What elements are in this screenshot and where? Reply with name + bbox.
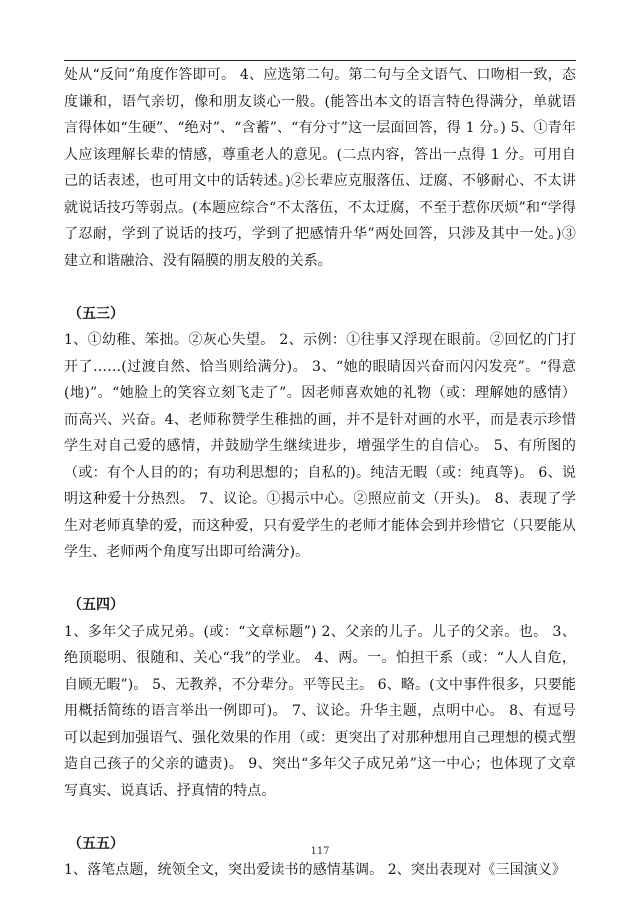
section-spacer [64,274,576,301]
answer-paragraph-54: 1、多年父子成兄弟。(或：“文章标题”) 2、父亲的儿子。儿子的父亲。也。 3、绝顶聪明、很随和、关心“我”的学业。 4、两。一。怕担干系（或：“人人自危，自顾无暇”)。 5、无教养，不分辈分。平等民主。 6、略。(文中事件很多，只要能用概括简练的语言举出一例即可)。 7、议论。升华主题，点明中心。 8、有逗号可以起到加强语气、强化效果的作用（或：更突出了对那种想用自己理想的模式塑造自己孩子的父亲的谴责)。 9、突出“多年父子成兄弟”这一中心；也体现了文章写真实、说真话、抒真情的特点。 [64,623,576,799]
section-heading-55: （五五） [68,835,124,852]
header-rule [64,60,576,61]
answer-content [64,62,576,884]
page-number: 117 [310,846,330,857]
section-spacer [64,566,576,593]
section-heading-54: （五四） [68,597,124,613]
answer-paragraph-52-continued: 处从“反问”角度作答即可。 4、应选第二句。第二句与全文语气、口吻相一致，态度谦和，语气亲切，像和朋友谈心一般。(能答出本文的语言特色得满分，单就语言得体如“生硬”、“绝对”、“含蓄”、“有分寸”这一层面回答，得 1 分。) 5、①青年人应该理解长辈的情感，尊重老人的意见。(二点内容，答出一点得 1 分。可用自己的话表述，也可用文中的话转述。)②长辈应克服落伍、迂腐、不够耐心、不太讲就说话技巧等弱点。(本题应综合“不太落伍，不太迂腐，不至于惹你厌烦”和“学得了忍耐，学到了说话的技巧，学到了把感情升华”两处回答，只涉及其中一处。)③建立和谐融洽、没有隔膜的朋友般的关系。 [64,67,576,269]
answer-paragraph-53: 1、①幼稚、笨拙。②灰心失望。 2、示例：①往事又浮现在眼前。②回忆的门打开了……(过渡自然、恰当则给满分)。 3、“她的眼睛因兴奋而闪闪发亮”。“得意(地)”。“她脸上的笑容立刻飞走了”。因老师喜欢她的礼物（或：理解她的感情）而高兴、兴奋。4、老师称赞学生稚拙的画，并不是针对画的水平，而是表示珍惜学生对自己爱的感情，并鼓励学生继续进步，增强学生的自信心。 5、有所图的（或：有个人目的的；有功利思想的；自私的)。纯洁无暇（或：纯真等)。 6、说明这种爱十分热烈。 7、议论。①揭示中心。②照应前文（开头)。 8、表现了学生对老师真挚的爱，而这种爱，只有爱学生的老师才能体会到并珍惜它（只要能从学生、老师两个角度写出即可给满分)。 [64,332,576,560]
section-spacer [64,804,576,831]
answer-paragraph-55: 1、落笔点题，统领全文，突出爱读书的感情基调。 2、突出表现对《三国演义》 [64,862,566,878]
section-heading-53: （五三） [68,305,124,322]
